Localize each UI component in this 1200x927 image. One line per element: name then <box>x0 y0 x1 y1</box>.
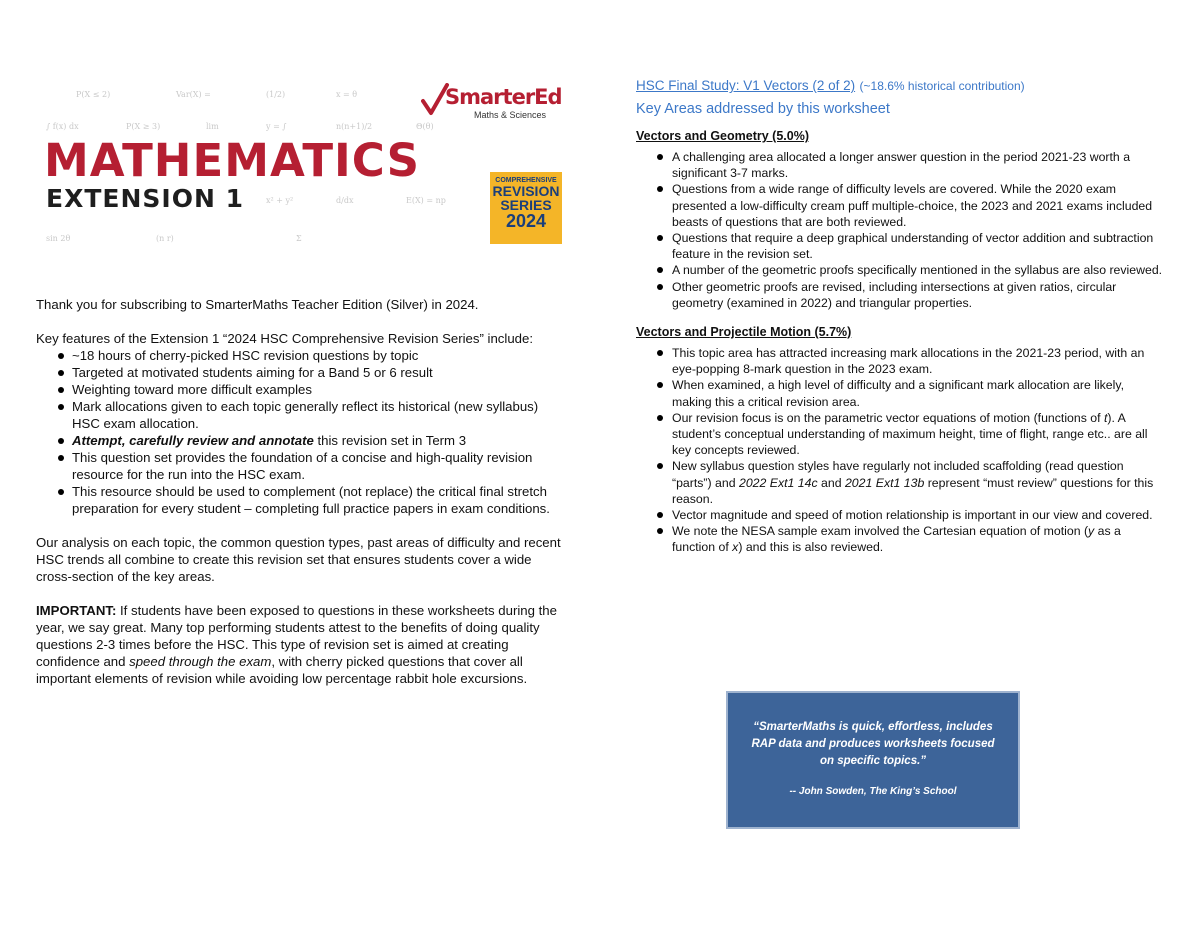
text-span: represent “must review” questions for this reason. <box>672 475 1154 506</box>
section-list <box>636 149 1166 311</box>
formula-decoration: E(X) = np <box>406 196 446 205</box>
text-italic: t <box>1103 410 1108 425</box>
text-span: and <box>817 475 845 490</box>
badge-line2: REVISION <box>492 183 560 199</box>
smartered-logo <box>421 81 571 129</box>
important-label: IMPORTANT: <box>36 603 117 618</box>
list-item <box>72 432 568 449</box>
section-heading: Vectors and Geometry (5.0%) <box>636 129 809 143</box>
formula-decoration: Var(X) = <box>176 90 211 99</box>
list-item: Questions that require a deep graphical understanding of vector addition and subtraction feature in the revision set. <box>672 230 1166 262</box>
list-item: Weighting toward more difficult examples <box>72 381 568 398</box>
testimonial-author: -- John Sowden, The King’s School <box>789 786 957 797</box>
text-span: ) and this is also reviewed. <box>738 540 884 555</box>
list-item: Vector magnitude and speed of motion relationship is important in our view and covered. <box>672 507 1166 523</box>
list-item: Questions from a wide range of difficulty levels are covered. While the 2020 exam presented a low-difficulty cream puff multiple-choice, the 2023 and 2021 exams included beasts of questions that are both reviewed. <box>672 181 1166 230</box>
revision-series-badge <box>490 172 562 244</box>
attempt-emphasis: Attempt, carefully review and annotate <box>72 433 314 448</box>
text-span: New syllabus question styles have regularly not included scaffolding (read question “parts”) and <box>672 459 1124 490</box>
important-text: If students have been exposed to questions in these worksheets during the year, we say great. Many top performing students attest to the benefits of doing quality questions 2-3 times before the HSC. This type of revision set is aimed at creating confidence and <box>36 603 557 669</box>
banner-subtitle: EXTENSION 1 <box>46 184 244 213</box>
list-item: When examined, a high level of difficulty and a significant mark allocation are likely, making this a critical revision area. <box>672 377 1166 409</box>
list-item: This question set provides the foundation of a concise and high-quality revision resource for the run into the HSC exam. <box>72 449 568 483</box>
text-italic: 2022 Ext1 14c <box>738 475 818 490</box>
banner-title: MATHEMATICS <box>44 134 421 187</box>
formula-decoration: P(X ≥ 3) <box>126 122 161 131</box>
list-item: Targeted at motivated students aiming for a Band 5 or 6 result <box>72 364 568 381</box>
testimonial-quote: “SmarterMaths is quick, effortless, includes RAP data and produces worksheets focused on specific topics.” <box>751 721 995 767</box>
worksheet-link[interactable]: HSC Final Study: V1 Vectors (2 of 2) <box>636 78 856 93</box>
text-span: as a function of <box>672 524 1121 555</box>
formula-decoration: Θ(θ) <box>416 122 434 131</box>
analysis-text: Our analysis on each topic, the common question types, past areas of difficulty and recent HSC trends all combine to create this revision set that ensures students cover a wide cross-section of the key areas. <box>36 535 561 584</box>
formula-decoration: lim <box>206 122 219 131</box>
list-item: This resource should be used to complement (not replace) the critical final stretch preparation for every student – completing full practice papers in exam conditions. <box>72 483 568 517</box>
list-item <box>672 523 1166 555</box>
formula-decoration: x² + y² <box>266 196 294 205</box>
text-italic: y <box>1088 524 1095 539</box>
header-banner <box>36 76 576 252</box>
text-span: Our revision focus is on the parametric vector equations of motion (functions of <box>672 410 1104 425</box>
list-item: This topic area has attracted increasing mark allocations in the 2021-23 period, with an eye-popping 8-mark question in the 2023 exam. <box>672 345 1166 377</box>
left-column <box>36 296 568 687</box>
formula-decoration: y = ∫ <box>266 122 287 131</box>
logo-subtitle: Maths & Sciences <box>474 110 547 120</box>
list-item <box>672 458 1166 507</box>
text-span: We note the NESA sample exam involved the Cartesian equation of motion ( <box>672 524 1089 539</box>
logo-name: SmarterEd <box>445 85 562 109</box>
list-item: ~18 hours of cherry-picked HSC revision questions by topic <box>72 347 568 364</box>
intro-text: Thank you for subscribing to SmarterMaths Teacher Edition (Silver) in 2024. <box>36 297 479 312</box>
formula-decoration: (n r) <box>156 234 174 243</box>
historical-contribution: (~18.6% historical contribution) <box>859 79 1025 93</box>
badge-year: 2024 <box>505 211 547 231</box>
text-span: ). A student’s conceptual understanding of maximum height, time of flight, range etc.. are all key concepts reviewed. <box>672 410 1148 458</box>
list-item: Other geometric proofs are revised, including intersections at given ratios, circular geometry (examined in 2022) and triangular properties. <box>672 279 1166 311</box>
section-heading: Vectors and Projectile Motion (5.7%) <box>636 325 852 340</box>
formula-decoration: x = θ <box>336 90 358 99</box>
formula-decoration: sin 2θ <box>46 234 71 243</box>
testimonial-box <box>726 691 1020 829</box>
important-text: , with cherry picked questions that cover all important elements of revision while avoiding low percentage rabbit hole excursions. <box>36 654 528 686</box>
formula-decoration: (1/2) <box>266 90 286 99</box>
list-item <box>672 410 1166 459</box>
right-column <box>636 77 1166 556</box>
section-list <box>636 345 1166 556</box>
list-item: Mark allocations given to each topic generally reflect its historical (new syllabus) HSC exam allocation. <box>72 398 568 432</box>
list-item: A number of the geometric proofs specifically mentioned in the syllabus are also reviewed. <box>672 262 1166 278</box>
text-italic: 2021 Ext1 13b <box>844 475 925 490</box>
badge-line1: COMPREHENSIVE <box>495 177 557 184</box>
formula-decoration: Σ <box>296 234 302 243</box>
text-italic: x <box>732 540 739 555</box>
important-paragraph <box>36 602 568 687</box>
formula-decoration: n(n+1)/2 <box>336 122 373 131</box>
important-italic: speed through the exam <box>129 654 272 669</box>
formula-decoration: ∫ f(x) dx <box>46 122 79 131</box>
list-item: A challenging area allocated a longer answer question in the period 2021-23 worth a significant 3-7 marks. <box>672 149 1166 181</box>
key-areas-heading: Key Areas addressed by this worksheet <box>636 101 890 117</box>
features-list <box>36 347 568 517</box>
features-intro: Key features of the Extension 1 “2024 HSC Comprehensive Revision Series” include: <box>36 331 533 346</box>
attempt-rest: this revision set in Term 3 <box>313 433 467 448</box>
formula-decoration: d/dx <box>336 196 354 205</box>
badge-line3: SERIES <box>500 197 552 213</box>
formula-decoration: P(X ≤ 2) <box>76 90 111 99</box>
